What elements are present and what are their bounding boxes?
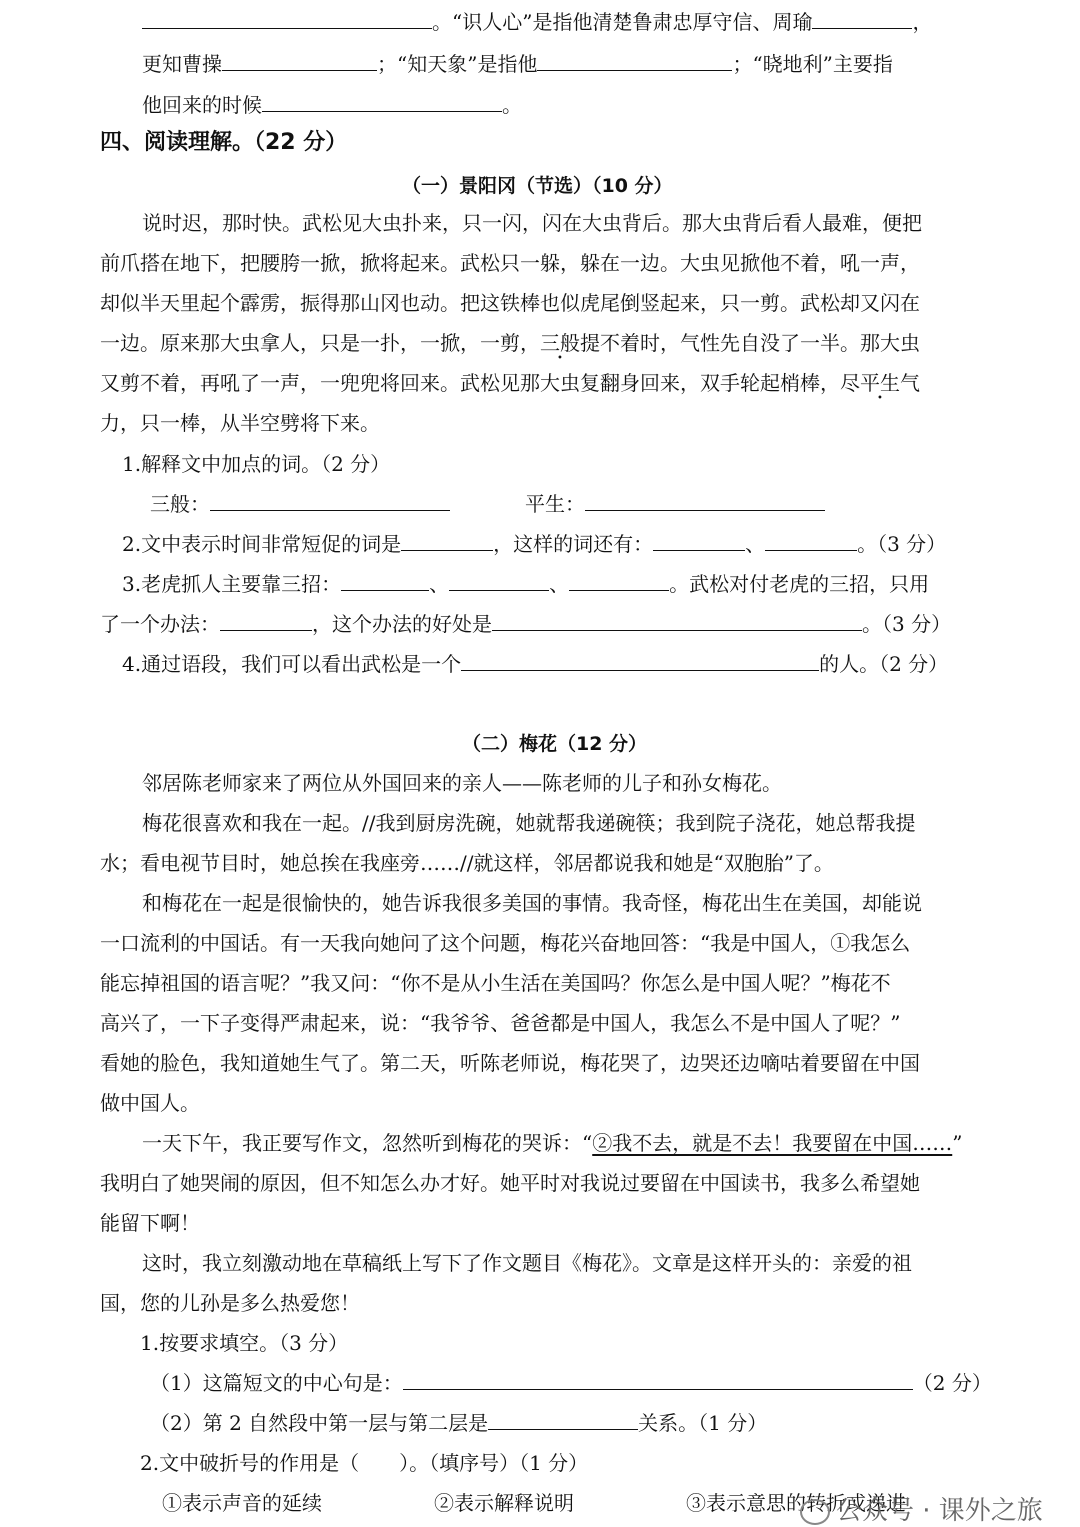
passage-2-line: 能留下啊！ — [100, 1211, 200, 1235]
blank — [812, 10, 912, 29]
separator: 、 — [549, 572, 570, 596]
passage-2-line-10a: 一天下午，我正要写作文，忽然听到梅花的哭诉：“ — [142, 1131, 593, 1155]
passage-2-line: 看她的脸色，我知道她生气了。第二天，听陈老师说，梅花哭了，边哭还边嘀咕着要留在中国 — [100, 1051, 920, 1075]
q1-2-text-a: （2）第 2 自然段中第一层与第二层是 — [150, 1411, 489, 1435]
section-4-title: 四、阅读理解。（22 分） — [100, 130, 348, 155]
separator: 、 — [745, 532, 766, 556]
p2-q2-option: ③表示意思的转折或递进 — [686, 1491, 906, 1515]
q2-text-b: ，这样的词还有： — [493, 532, 654, 556]
watermark — [800, 1490, 1043, 1527]
answer-blank[interactable] — [488, 1411, 638, 1430]
passage-1-line — [100, 371, 920, 395]
q3-text-a: 3.老虎抓人主要靠三招： — [122, 572, 342, 596]
p2-question-1-2 — [150, 1411, 767, 1435]
q2-text-a: 2.文中表示时间非常短促的词是 — [122, 532, 402, 556]
passage-2-line — [142, 1131, 962, 1155]
passage-2-line-10b: ” — [952, 1131, 963, 1155]
blank — [537, 52, 732, 71]
passage-1-line: 却似半天里起个霹雳，振得那山冈也动。把这铁棒也似虎尾倒竖起来，只一剪。武松却又闪在 — [100, 291, 920, 315]
passage-2-line: 高兴了，一下子变得严肃起来，说：“我爷爷、爸爸都是中国人，我怎么不是中国人了呢？” — [100, 1011, 901, 1035]
q4-text-b: 的人。（2 分） — [819, 652, 949, 676]
passage-1-line: 前爪搭在地下，把腰胯一掀，掀将起来。武松只一躲，躲在一边。大虫见掀他不着，吼一声， — [100, 251, 920, 275]
top-line-1: 。“识人心”是指他清楚鲁肃忠厚守信、周瑜 ， — [142, 10, 932, 34]
answer-blank[interactable] — [210, 492, 450, 511]
top-line-2b: ；“知天象”是指他 — [377, 52, 538, 76]
passage-1-line-5b: 气 — [900, 371, 920, 395]
q3-text-f: ，这个办法的好处是 — [312, 612, 492, 636]
passage-2-line: 梅花很喜欢和我在一起。//我到厨房洗碗，她就帮我递碗筷；我到院子浇花，她总帮我提 — [142, 811, 916, 835]
passage-2-line: 水；看电视节目时，她总挨在我座旁……//就这样，邻居都说我和她是“双胞胎”了。 — [100, 851, 834, 875]
top-line-3b: 。 — [502, 93, 522, 117]
p2-question-1: 1.按要求填空。（3 分） — [140, 1331, 349, 1355]
passage-1-line: 说时迟，那时快。武松见大虫扑来，只一闪，闪在大虫背后。那大虫背后看人最难，便把 — [142, 211, 922, 235]
answer-blank[interactable] — [765, 532, 857, 551]
q3-text-g: 。（3 分） — [862, 612, 952, 636]
q1-word-1: 三般： — [150, 492, 210, 516]
underlined-sentence-2: ②我不去，就是不去！我要留在中国…… — [592, 1131, 953, 1155]
top-line-2c: ；“晓地利”主要指 — [732, 52, 893, 76]
answer-blank[interactable] — [449, 572, 549, 591]
p1-question-2 — [122, 532, 946, 556]
q1-1-score: （2 分） — [912, 1371, 992, 1395]
blank — [142, 10, 432, 29]
answer-blank[interactable] — [401, 532, 493, 551]
top-line-3 — [142, 93, 522, 117]
passage-1-title: （一）景阳冈（节选）（10 分） — [402, 175, 673, 197]
q1-1-text: （1）这篇短文的中心句是： — [150, 1371, 403, 1395]
watermark-text: 公众号 · 课外之旅 — [836, 1496, 1043, 1526]
answer-blank[interactable] — [461, 652, 819, 671]
q3-text-d: 。武松对付老虎的三招，只用 — [669, 572, 930, 596]
top-line-2 — [142, 52, 893, 76]
p1-question-3-cont — [100, 612, 951, 636]
q4-text-a: 4.通过语段，我们可以看出武松是一个 — [122, 652, 462, 676]
p2-q2-option: ②表示解释说明 — [434, 1491, 574, 1515]
passage-2-line: 这时，我立刻激动地在草稿纸上写下了作文题目《梅花》。文章是这样开头的：亲爱的祖 — [142, 1251, 912, 1275]
passage-1-line-5a: 又剪不着，再吼了一声，一兜兜将回来。武松见那大虫复翻身回来，双手轮起梢棒，尽 — [100, 371, 860, 395]
q1-word-2: 平生： — [525, 492, 585, 516]
q1-2-text-b: 关系。（1 分） — [638, 1411, 768, 1435]
dotted-word-sanban: 三般 — [540, 331, 580, 355]
passage-2-line: 和梅花在一起是很愉快的，她告诉我很多美国的事情。我奇怪，梅花出生在美国，却能说 — [142, 891, 922, 915]
passage-2-line: 做中国人。 — [100, 1091, 200, 1115]
top-line-3a: 他回来的时候 — [142, 93, 262, 117]
passage-1-line-4a: 一边。原来那大虫拿人，只是一扑，一掀，一剪， — [100, 331, 540, 355]
answer-blank[interactable] — [341, 572, 429, 591]
p1-question-4 — [122, 652, 948, 676]
p2-question-2: 2.文中破折号的作用是（ ）。（填序号）（1 分） — [140, 1451, 589, 1475]
q2-text-d: 。（3 分） — [857, 532, 947, 556]
blank — [222, 52, 377, 71]
passage-1-line: 力，只一棒，从半空劈将下来。 — [100, 411, 380, 435]
p1-question-1: 1.解释文中加点的词。（2 分） — [122, 452, 391, 476]
separator: 、 — [429, 572, 450, 596]
wechat-icon — [800, 1499, 830, 1525]
q3-text-e: 了一个办法： — [100, 612, 220, 636]
passage-2-line: 邻居陈老师家来了两位从外国回来的亲人——陈老师的儿子和孙女梅花。 — [142, 771, 782, 795]
passage-2-line: 一口流利的中国话。有一天我向她问了这个问题，梅花兴奋地回答：“我是中国人，①我怎么 — [100, 931, 911, 955]
answer-blank[interactable] — [492, 612, 862, 631]
passage-2-line: 能忘掉祖国的语言呢？”我又问：“你不是从小生活在美国吗？你怎么是中国人呢？”梅花不 — [100, 971, 891, 995]
passage-2-line: 我明白了她哭闹的原因，但不知怎么办才好。她平时对我说过要留在中国读书，我多么希望她 — [100, 1171, 920, 1195]
p2-q2-option: ①表示声音的延续 — [162, 1491, 322, 1515]
p1-question-3 — [122, 572, 929, 596]
top-line-2a: 更知曹操 — [142, 52, 222, 76]
dotted-word-pingsheng: 平生 — [860, 371, 900, 395]
p1-q1-answers — [150, 492, 825, 516]
passage-1-line — [100, 331, 920, 355]
top-line-1-text: 。“识人心”是指他清楚鲁肃忠厚守信、周瑜 — [432, 10, 813, 34]
answer-blank[interactable] — [585, 492, 825, 511]
passage-2-line: 国，您的儿孙是多么热爱您！ — [100, 1291, 360, 1315]
passage-1-line-4b: 提不着时，气性先自没了一半。那大虫 — [580, 331, 920, 355]
blank — [262, 93, 502, 112]
answer-blank[interactable] — [653, 532, 745, 551]
p2-question-1-1 — [150, 1371, 992, 1395]
answer-blank[interactable] — [569, 572, 669, 591]
answer-blank[interactable] — [220, 612, 312, 631]
passage-2-title: （二）梅花（12 分） — [462, 733, 648, 755]
answer-blank[interactable] — [403, 1371, 913, 1390]
